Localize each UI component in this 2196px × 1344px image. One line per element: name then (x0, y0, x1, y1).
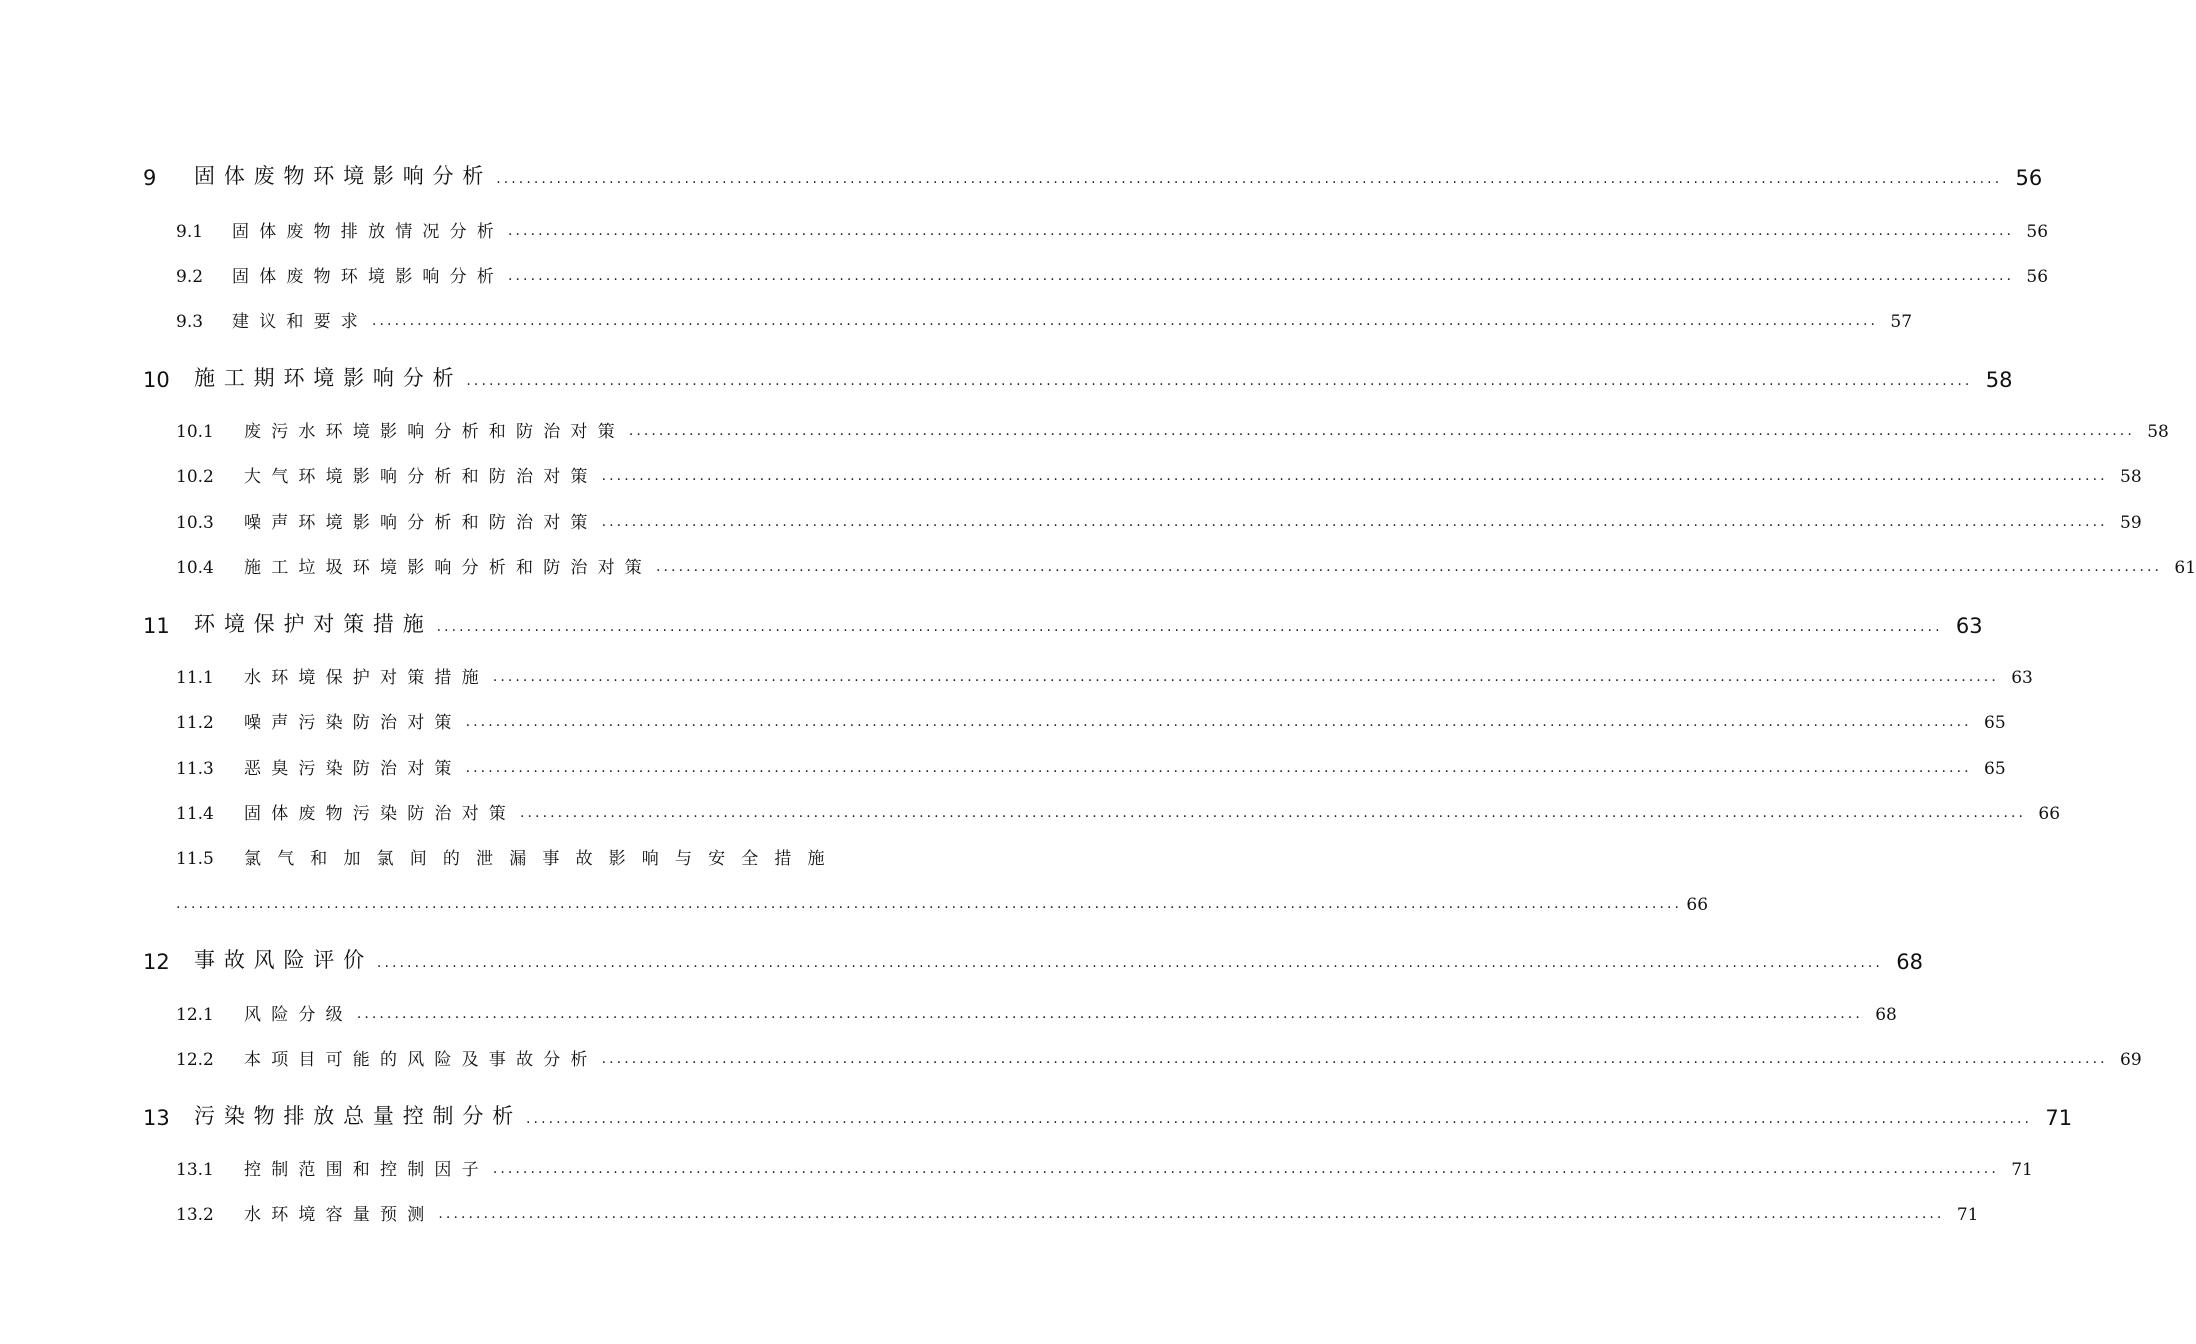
toc-entry-page: 56 (2026, 267, 2049, 287)
toc-entry-number: 9.2 (176, 267, 204, 287)
toc-entry-number: 10 (143, 368, 170, 392)
toc-dot-leader: ........................................................................................................................................................................................................ (436, 619, 1943, 635)
toc-dot-leader: ........................................................................................................................................................................................................ (376, 955, 1883, 971)
toc-entry-number: 10.3 (176, 513, 214, 533)
toc-dot-leader: ........................................................................................................................................................................................................ (356, 1006, 1863, 1022)
toc-entry-page: 69 (2120, 1050, 2142, 1070)
toc-entry-number: 10.1 (176, 422, 214, 442)
toc-dot-leader: ........................................................................................................................................................................................................ (526, 1111, 2033, 1127)
toc-section-entry[interactable] (176, 416, 2169, 442)
toc-section-entry[interactable] (176, 216, 2049, 242)
toc-dot-leader: ........................................................................................................................................................................................................ (601, 1051, 2108, 1067)
toc-entry-page: 65 (1984, 759, 2006, 779)
toc-dot-leader: ........................................................................................................................................................................................................ (372, 313, 1879, 329)
toc-entry-title: 事故风险评价 (194, 948, 373, 972)
toc-chapter-entry[interactable] (143, 160, 2043, 190)
toc-chapter-entry[interactable] (143, 1100, 2073, 1130)
toc-section-entry[interactable] (176, 261, 2049, 287)
toc-entry-page: 56 (2015, 166, 2043, 190)
toc-section-entry[interactable] (176, 1044, 2142, 1070)
toc-entry-title: 固体废物污染防治对策 (244, 804, 516, 824)
toc-entry-title: 本项目可能的风险及事故分析 (244, 1050, 598, 1070)
toc-entry-page: 71 (2045, 1106, 2073, 1130)
toc-entry-number: 11.5 (176, 849, 214, 869)
toc-dot-leader: ........................................................................................................................................................................................................ (496, 171, 2003, 187)
toc-entry-title: 大气环境影响分析和防治对策 (244, 467, 598, 487)
toc-section-entry[interactable] (176, 552, 2196, 578)
toc-dot-leader: ........................................................................................................................................................................................................ (465, 760, 1972, 776)
toc-entry-number: 12 (143, 950, 170, 974)
toc-entry-title: 噪声环境影响分析和防治对策 (244, 513, 598, 533)
toc-dot-leader: ........................................................................................................................................................................................................ (601, 468, 2108, 484)
toc-dot-leader: ........................................................................................................................................................................................................ (628, 423, 2135, 439)
toc-entry-title: 固体废物环境影响分析 (232, 267, 504, 287)
toc-entry-page: 58 (1985, 368, 2013, 392)
toc-entry-number: 11.1 (176, 668, 214, 688)
toc-entry-title: 控制范围和控制因子 (244, 1160, 489, 1180)
toc-entry-page: 57 (1890, 312, 1913, 332)
toc-entry-title: 废污水环境影响分析和防治对策 (244, 422, 625, 442)
toc-entry-page: 56 (2026, 222, 2049, 242)
toc-entry-page: 61 (2174, 558, 2196, 578)
toc-dot-leader: ........................................................................................................................................................................................................ (492, 669, 1999, 685)
toc-entry-title: 水环境容量预测 (244, 1205, 435, 1225)
toc-section-entry[interactable] (176, 507, 2142, 533)
toc-entry-page: 59 (2120, 513, 2142, 533)
toc-entry-number: 13 (143, 1106, 170, 1130)
toc-entry-title: 固体废物环境影响分析 (194, 164, 493, 188)
toc-dot-leader: ........................................................................................................................................................................................................ (465, 714, 1972, 730)
toc-entry-page: 66 (1686, 895, 1709, 915)
toc-dot-leader: ........................................................................................................................................................................................................ (508, 223, 2015, 239)
toc-section-entry[interactable] (176, 999, 1897, 1025)
toc-entry-title: 建议和要求 (232, 312, 368, 332)
toc-entry-page: 71 (1956, 1205, 1979, 1225)
toc-entry-number: 9.1 (176, 222, 204, 242)
toc-section-entry[interactable] (176, 798, 2061, 824)
toc-entry-number: 9 (143, 166, 157, 190)
toc-entry-title: 固体废物排放情况分析 (232, 222, 504, 242)
toc-section-entry[interactable] (176, 707, 2006, 733)
toc-section-entry[interactable] (176, 843, 851, 869)
toc-entry-page: 58 (2147, 422, 2169, 442)
toc-entry-title: 施工期环境影响分析 (194, 366, 463, 390)
toc-entry-page: 65 (1984, 713, 2006, 733)
toc-section-entry[interactable] (176, 461, 2142, 487)
toc-entry-title: 氯气和加氯间的泄漏事故影响与安全措施 (244, 849, 841, 869)
toc-chapter-entry[interactable] (143, 362, 2013, 392)
toc-chapter-entry[interactable] (143, 608, 1983, 638)
toc-entry-title: 噪声污染防治对策 (244, 713, 462, 733)
toc-entry-page: 68 (1875, 1005, 1897, 1025)
toc-entry-title: 环境保护对策措施 (194, 612, 433, 636)
toc-chapter-entry[interactable] (143, 944, 1923, 974)
toc-entry-number: 13.2 (176, 1205, 214, 1225)
toc-entry-number: 9.3 (176, 312, 204, 332)
toc-entry-page: 63 (1955, 614, 1983, 638)
toc-entry-page: 68 (1896, 950, 1923, 974)
toc-entry-number: 12.2 (176, 1050, 214, 1070)
toc-dot-leader: ........................................................................................................................................................................................................ (466, 373, 1973, 389)
toc-entry-page: 71 (2011, 1160, 2033, 1180)
toc-section-entry[interactable] (176, 306, 1913, 332)
toc-entry-title: 水环境保护对策措施 (244, 668, 489, 688)
toc-entry-title: 施工垃圾环境影响分析和防治对策 (244, 558, 652, 578)
toc-entry-title: 风险分级 (244, 1005, 353, 1025)
toc-dot-leader: ........................................................................................................................................................................................................ (601, 514, 2108, 530)
toc-section-entry[interactable] (176, 753, 2006, 779)
toc-dot-leader: ........................................................................................................................................................................................................ (520, 805, 2027, 821)
toc-entry-page: 58 (2120, 467, 2142, 487)
toc-entry-continuation (176, 889, 1709, 915)
toc-entry-title: 污染物排放总量控制分析 (194, 1104, 523, 1128)
toc-section-entry[interactable] (176, 1199, 1979, 1225)
toc-entry-number: 11.2 (176, 713, 214, 733)
toc-entry-title: 恶臭污染防治对策 (244, 759, 462, 779)
toc-dot-leader: ........................................................................................................................................................................................................ (508, 268, 2015, 284)
toc-dot-leader: ........................................................................................................................................................................................................ (176, 896, 1683, 912)
toc-section-entry[interactable] (176, 1154, 2033, 1180)
toc-entry-number: 11.4 (176, 804, 214, 824)
toc-dot-leader: ........................................................................................................................................................................................................ (438, 1206, 1945, 1222)
toc-section-entry[interactable] (176, 662, 2033, 688)
toc-entry-number: 10.4 (176, 558, 214, 578)
toc-entry-number: 11.3 (176, 759, 214, 779)
toc-entry-number: 10.2 (176, 467, 214, 487)
toc-entry-number: 11 (143, 614, 170, 638)
toc-dot-leader: ........................................................................................................................................................................................................ (492, 1161, 1999, 1177)
toc-entry-number: 12.1 (176, 1005, 214, 1025)
toc-dot-leader: ........................................................................................................................................................................................................ (656, 559, 2163, 575)
toc-entry-number: 13.1 (176, 1160, 214, 1180)
toc-entry-page: 66 (2038, 804, 2061, 824)
toc-entry-page: 63 (2011, 668, 2033, 688)
